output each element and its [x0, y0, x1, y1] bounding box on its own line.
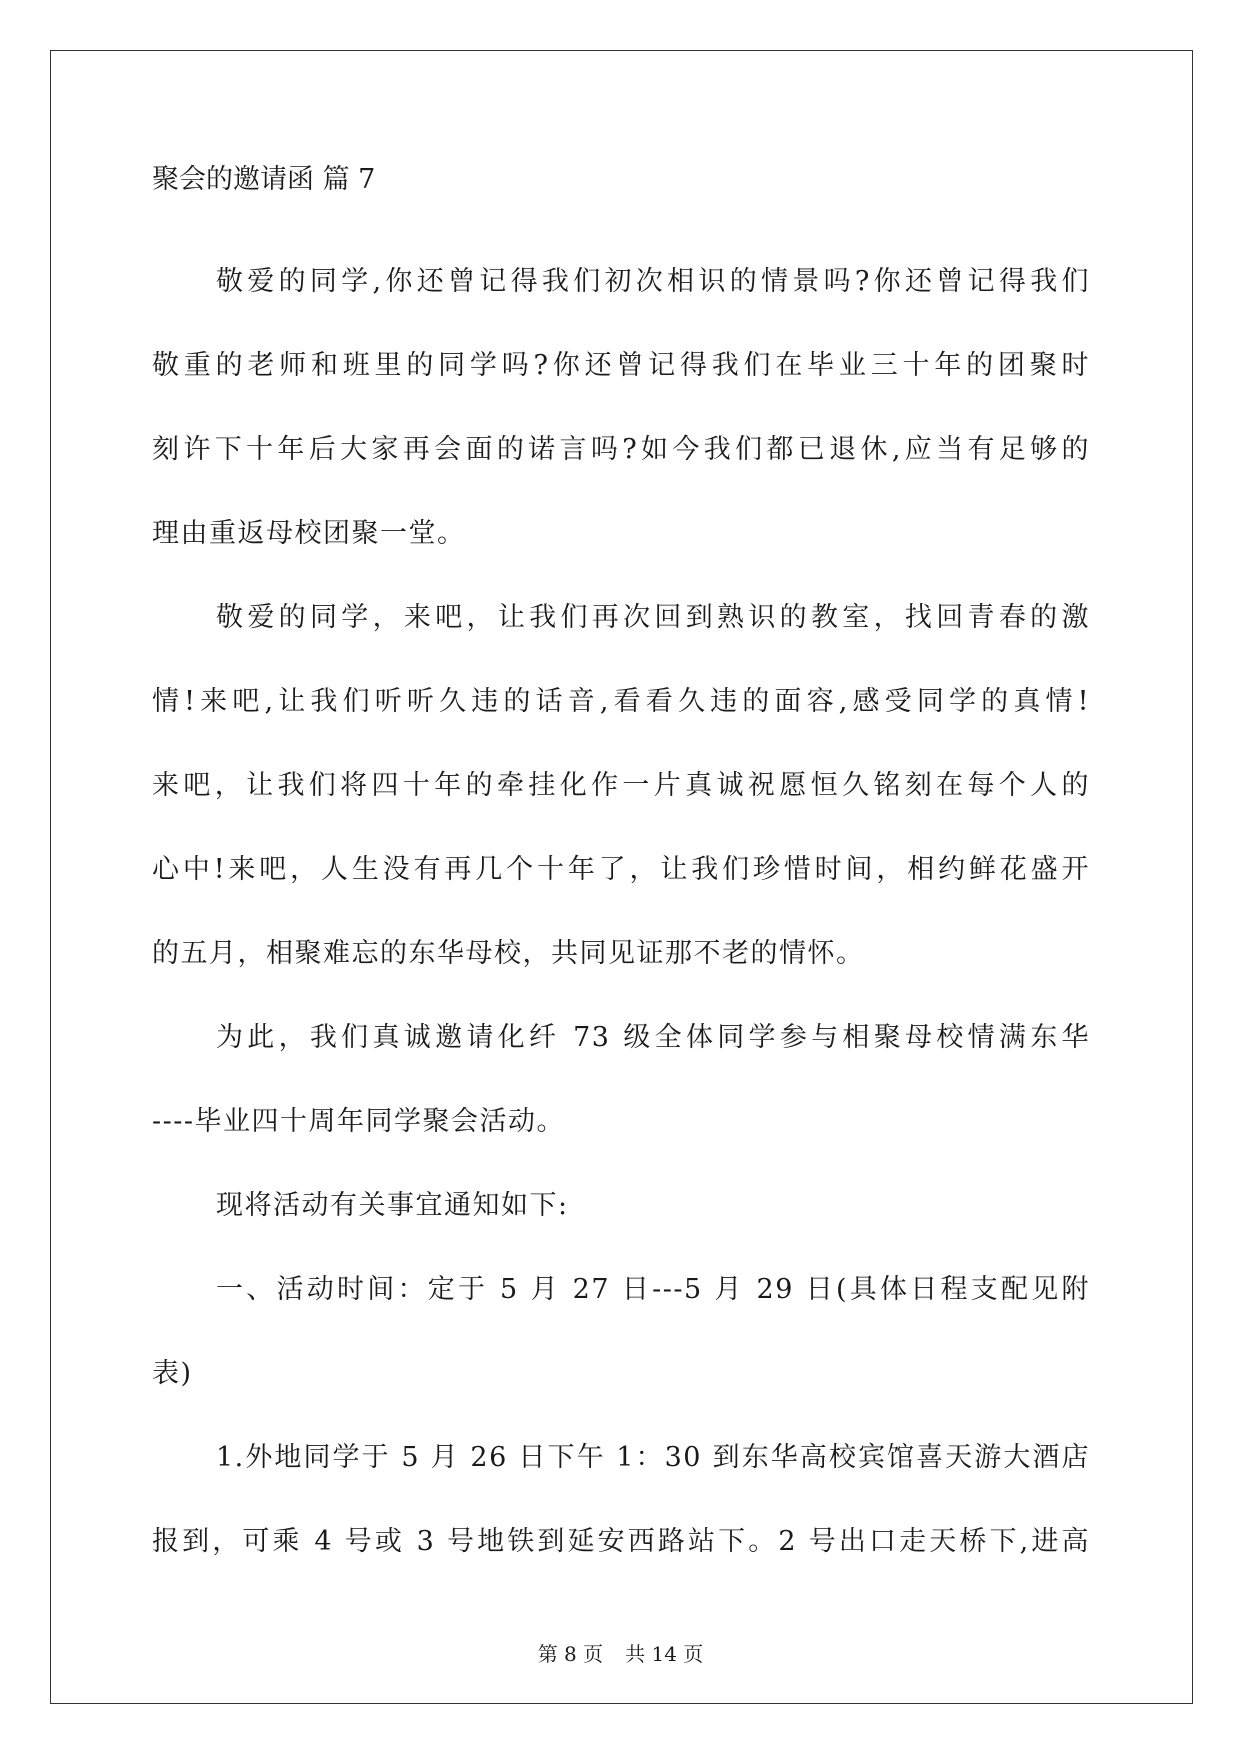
- paragraph-6: [152, 1416, 1090, 1584]
- paragraph-2: [152, 576, 1090, 996]
- document-title: 聚会的邀请函 篇 7: [152, 164, 376, 195]
- paragraph-line: 报到，可乘 4 号或 3 号地铁到延安西路站下。2 号出口走天桥下,进高: [152, 1526, 1090, 1557]
- paragraph-3: [152, 996, 1090, 1164]
- paragraph-line: 敬爱的同学，来吧，让我们再次回到熟识的教室，找回青春的激: [216, 602, 1090, 633]
- paragraph-4: [152, 1164, 1090, 1248]
- paragraph-line: 一、活动时间：定于 5 月 27 日---5 月 29 日(具体日程支配见附: [216, 1274, 1090, 1305]
- paragraph-line: 理由重返母校团聚一堂。: [152, 518, 466, 549]
- paragraph-line: 表): [152, 1358, 193, 1389]
- page-number: 第 8 页: [537, 1642, 604, 1666]
- paragraph-line: 刻许下十年后大家再会面的诺言吗?如今我们都已退休,应当有足够的: [152, 434, 1090, 465]
- paragraph-line: ----毕业四十周年同学聚会活动。: [152, 1106, 565, 1137]
- paragraph-line: 的五月，相聚难忘的东华母校，共同见证那不老的情怀。: [152, 938, 865, 969]
- paragraph-line: 来吧，让我们将四十年的牵挂化作一片真诚祝愿恒久铭刻在每个人的: [152, 770, 1090, 801]
- paragraph-5: [152, 1248, 1090, 1416]
- paragraph-line: 敬爱的同学,你还曾记得我们初次相识的情景吗?你还曾记得我们: [216, 266, 1090, 297]
- page-total: 共 14 页: [625, 1642, 704, 1666]
- paragraph-line: 情!来吧,让我们听听久违的话音,看看久违的面容,感受同学的真情!: [152, 686, 1090, 717]
- paragraph-line: 为此，我们真诚邀请化纤 73 级全体同学参与相聚母校情满东华: [216, 1022, 1090, 1053]
- paragraph-line: 敬重的老师和班里的同学吗?你还曾记得我们在毕业三十年的团聚时: [152, 350, 1090, 381]
- paragraph-line: 心中!来吧，人生没有再几个十年了，让我们珍惜时间，相约鲜花盛开: [152, 854, 1090, 885]
- paragraph-line: 1.外地同学于 5 月 26 日下午 1：30 到东华高校宾馆喜天游大酒店: [216, 1442, 1090, 1473]
- page-footer: [0, 1640, 1241, 1668]
- document-body: [152, 160, 1090, 1584]
- paragraph-line: 现将活动有关事宜通知如下:: [216, 1190, 569, 1221]
- paragraph-1: [152, 240, 1090, 576]
